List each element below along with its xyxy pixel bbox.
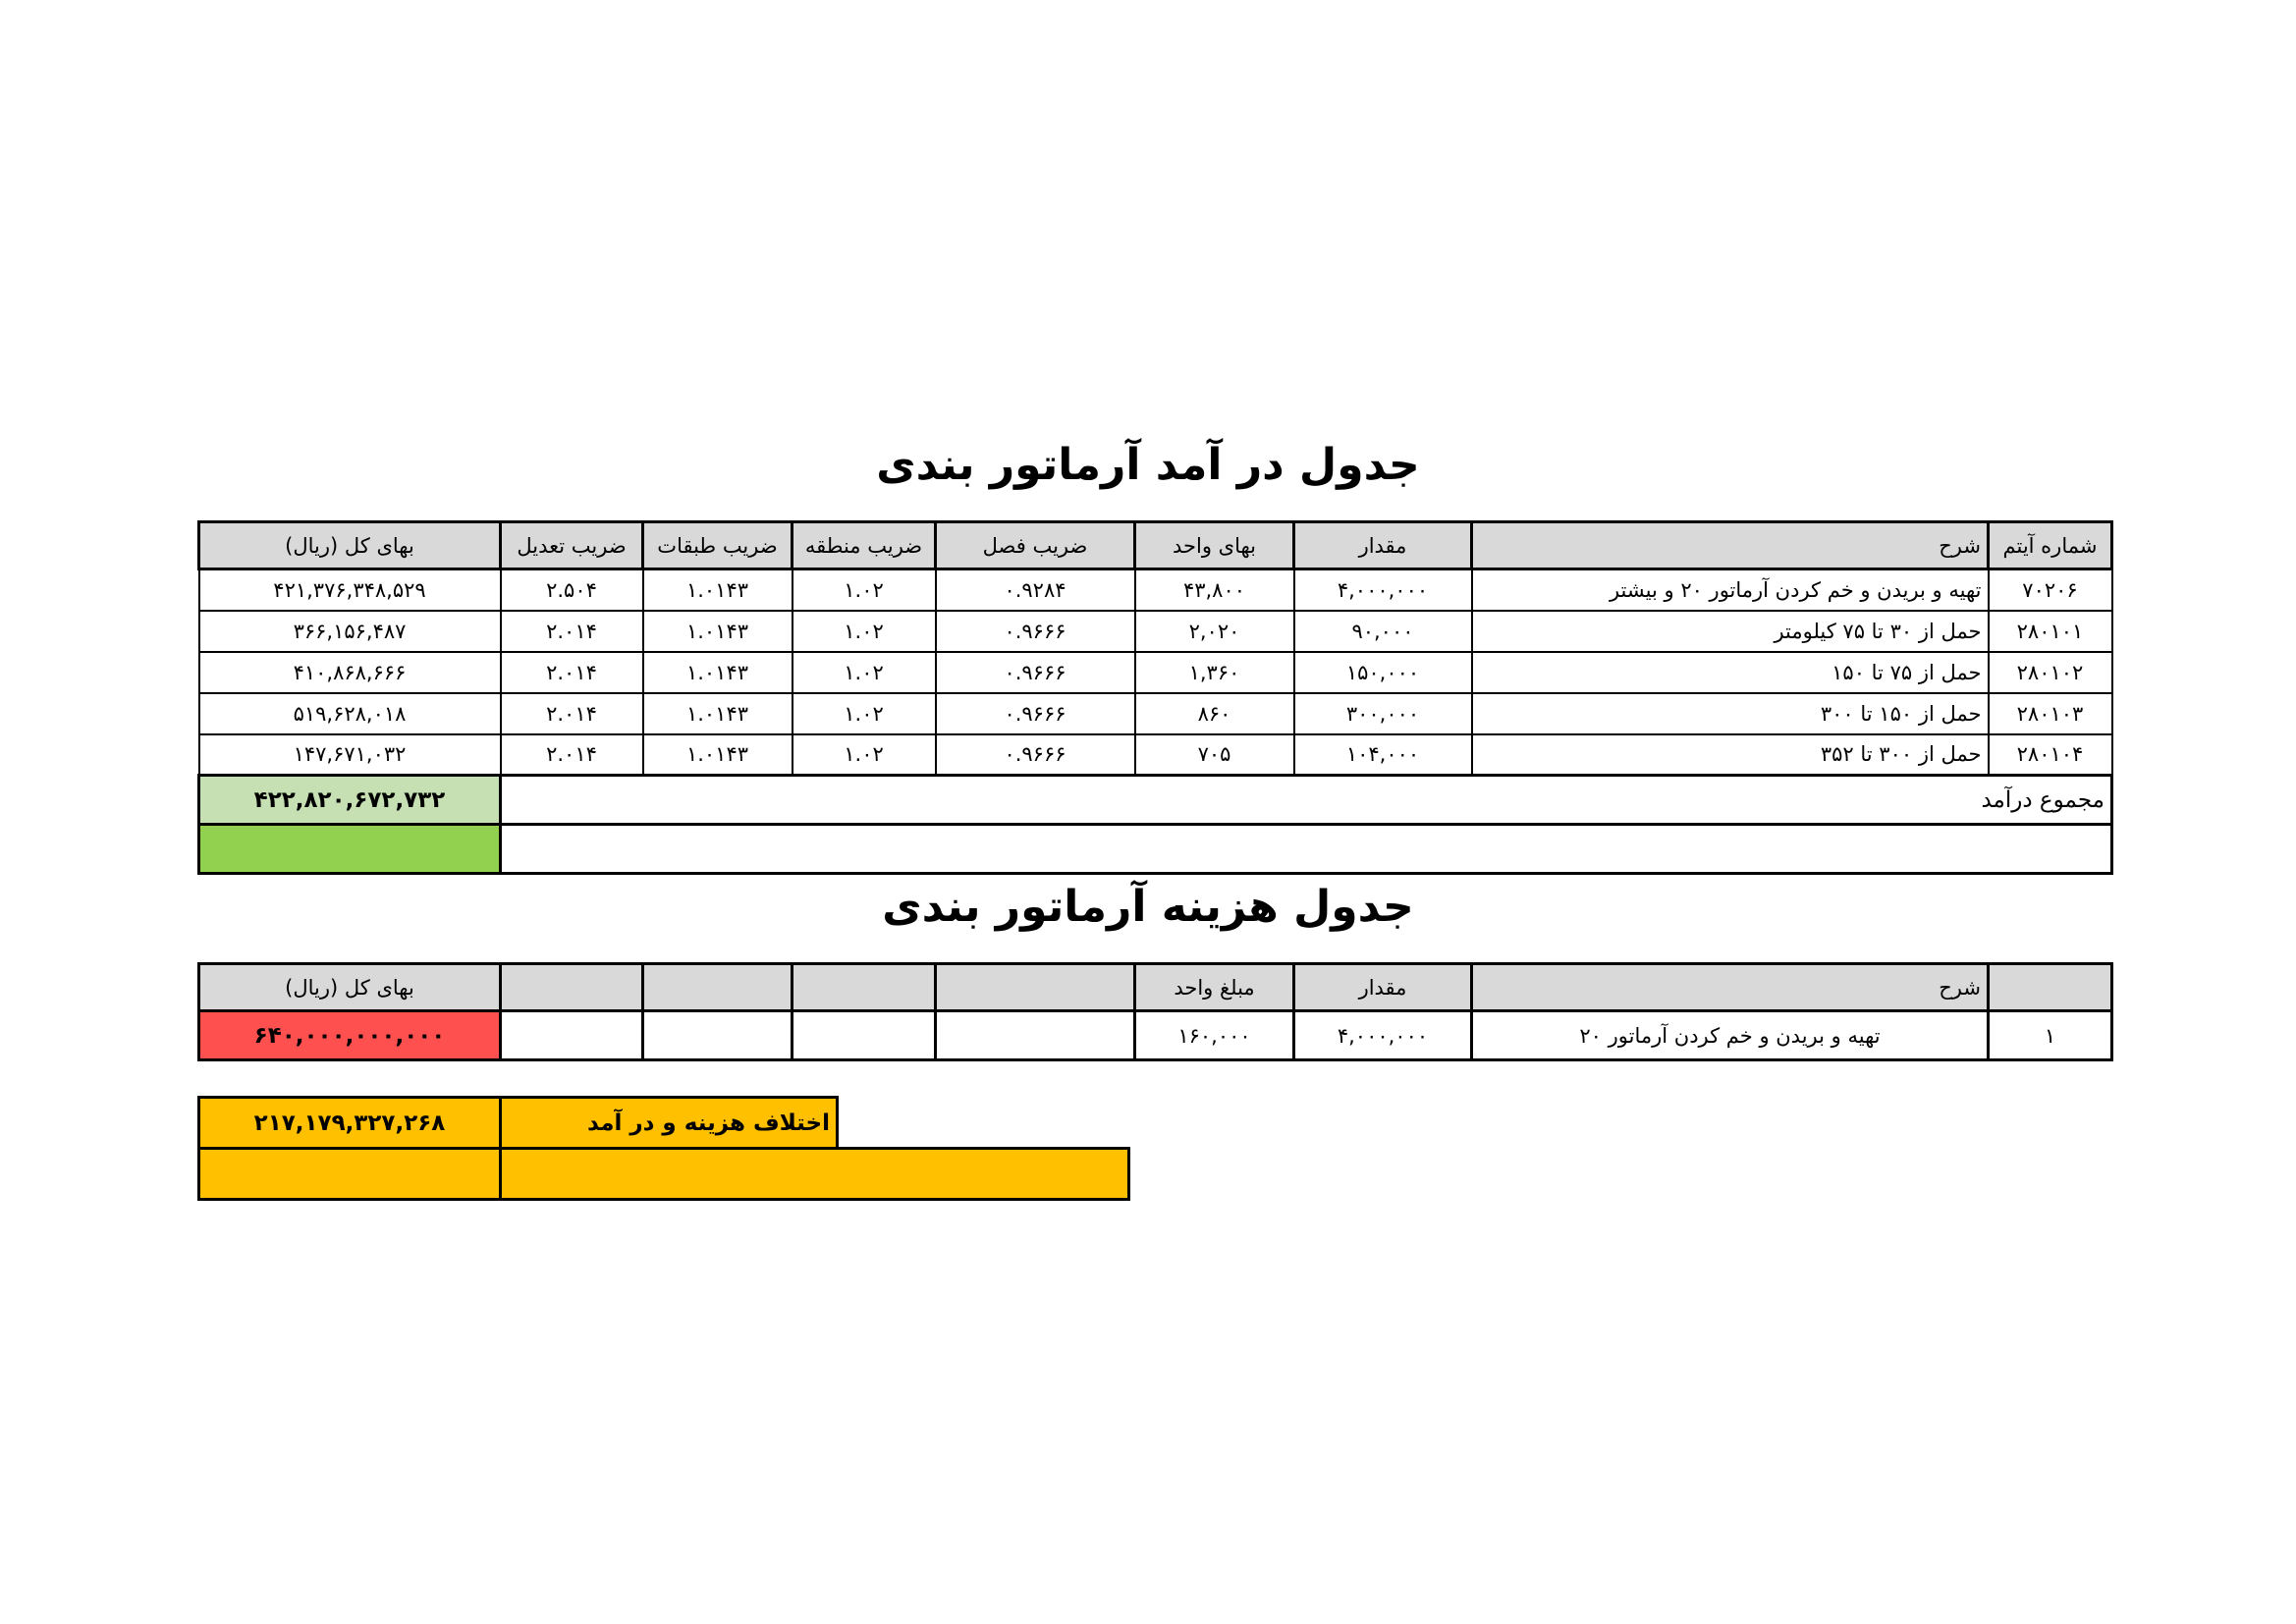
unit-amount-cell: ۱۶۰,۰۰۰ xyxy=(1135,1011,1294,1060)
floor-factor-cell: ۱.۰۱۴۳ xyxy=(643,569,793,611)
floor-factor-cell: ۱.۰۱۴۳ xyxy=(643,652,793,693)
difference-row xyxy=(199,1098,1129,1149)
unit-price-cell: ۴۳,۸۰۰ xyxy=(1135,569,1294,611)
income-table xyxy=(197,520,2113,875)
header-quantity: مقدار xyxy=(1294,522,1472,569)
season-factor-cell: ۰.۹۶۶۶ xyxy=(936,611,1135,652)
total-price-cell: ۱۴۷,۶۷۱,۰۳۲ xyxy=(199,734,501,776)
region-factor-cell: ۱.۰۲ xyxy=(793,652,936,693)
item-no-cell: ۱ xyxy=(1989,1011,2112,1060)
quantity-cell: ۴,۰۰۰,۰۰۰ xyxy=(1294,569,1472,611)
adjust-factor-cell: ۲.۰۱۴ xyxy=(501,734,643,776)
income-header-row xyxy=(199,522,2112,569)
description-cell: حمل از ۱۵۰ تا ۳۰۰ xyxy=(1472,693,1989,734)
header-empty xyxy=(793,964,936,1011)
income-table-title: جدول در آمد آرماتور بندی xyxy=(876,440,1420,490)
floor-factor-cell: ۱.۰۱۴۳ xyxy=(643,611,793,652)
item-no-cell: ۷۰۲۰۶ xyxy=(1989,569,2112,611)
item-no-cell: ۲۸۰۱۰۱ xyxy=(1989,611,2112,652)
empty-cell xyxy=(501,825,2112,874)
quantity-cell: ۴,۰۰۰,۰۰۰ xyxy=(1294,1011,1472,1060)
header-unit-amount: مبلغ واحد xyxy=(1135,964,1294,1011)
total-price-cell: ۴۱۰,۸۶۸,۶۶۶ xyxy=(199,652,501,693)
season-factor-cell: ۰.۹۲۸۴ xyxy=(936,569,1135,611)
amber-empty-cell xyxy=(199,1149,501,1200)
amber-empty-cell xyxy=(501,1149,1129,1200)
income-sum-row xyxy=(199,776,2112,825)
description-cell: حمل از ۷۵ تا ۱۵۰ xyxy=(1472,652,1989,693)
quantity-cell: ۹۰,۰۰۰ xyxy=(1294,611,1472,652)
adjust-factor-cell: ۲.۰۱۴ xyxy=(501,611,643,652)
table-row xyxy=(199,734,2112,776)
description-cell: حمل از ۳۰ تا ۷۵ کیلومتر xyxy=(1472,611,1989,652)
region-factor-cell: ۱.۰۲ xyxy=(793,569,936,611)
unit-price-cell: ۱,۳۶۰ xyxy=(1135,652,1294,693)
header-season-factor: ضریب فصل xyxy=(936,522,1135,569)
unit-price-cell: ۲,۰۲۰ xyxy=(1135,611,1294,652)
floor-factor-cell: ۱.۰۱۴۳ xyxy=(643,734,793,776)
header-empty xyxy=(643,964,793,1011)
season-factor-cell: ۰.۹۶۶۶ xyxy=(936,693,1135,734)
unit-price-cell: ۷۰۵ xyxy=(1135,734,1294,776)
total-price-cell: ۵۱۹,۶۲۸,۰۱۸ xyxy=(199,693,501,734)
empty-cell xyxy=(501,1011,643,1060)
item-no-cell: ۲۸۰۱۰۴ xyxy=(1989,734,2112,776)
total-price-cell: ۴۲۱,۳۷۶,۳۴۸,۵۲۹ xyxy=(199,569,501,611)
header-region-factor: ضریب منطقه xyxy=(793,522,936,569)
quantity-cell: ۳۰۰,۰۰۰ xyxy=(1294,693,1472,734)
item-no-cell: ۲۸۰۱۰۳ xyxy=(1989,693,2112,734)
table-row xyxy=(199,611,2112,652)
cost-table xyxy=(197,962,2113,1061)
header-empty xyxy=(501,964,643,1011)
cost-total-cell: ۶۴۰,۰۰۰,۰۰۰,۰۰۰ xyxy=(199,1011,501,1060)
header-description: شرح xyxy=(1472,964,1989,1011)
cost-table-title: جدول هزینه آرماتور بندی xyxy=(882,882,1414,932)
income-sum-value: ۴۲۲,۸۲۰,۶۷۲,۷۳۲ xyxy=(199,776,501,825)
header-total-price: بهای کل (ریال) xyxy=(199,964,501,1011)
unit-price-cell: ۸۶۰ xyxy=(1135,693,1294,734)
quantity-cell: ۱۰۴,۰۰۰ xyxy=(1294,734,1472,776)
quantity-cell: ۱۵۰,۰۰۰ xyxy=(1294,652,1472,693)
total-price-cell: ۳۶۶,۱۵۶,۴۸۷ xyxy=(199,611,501,652)
description-cell: حمل از ۳۰۰ تا ۳۵۲ xyxy=(1472,734,1989,776)
table-row xyxy=(199,652,2112,693)
description-cell: تهیه و بریدن و خم کردن آرماتور ۲۰ xyxy=(1472,1011,1989,1060)
description-cell: تهیه و بریدن و خم کردن آرماتور ۲۰ و بیشتر xyxy=(1472,569,1989,611)
empty-cell xyxy=(793,1011,936,1060)
header-empty xyxy=(936,964,1135,1011)
income-sum-label: مجموع درآمد xyxy=(501,776,2112,825)
season-factor-cell: ۰.۹۶۶۶ xyxy=(936,652,1135,693)
region-factor-cell: ۱.۰۲ xyxy=(793,734,936,776)
difference-table xyxy=(197,1096,1130,1201)
adjust-factor-cell: ۲.۰۱۴ xyxy=(501,652,643,693)
empty-space xyxy=(987,1098,1129,1149)
cost-header-row xyxy=(199,964,2112,1011)
difference-empty-row xyxy=(199,1149,1129,1200)
green-cell xyxy=(199,825,501,874)
income-empty-row xyxy=(199,825,2112,874)
floor-factor-cell: ۱.۰۱۴۳ xyxy=(643,693,793,734)
item-no-cell: ۲۸۰۱۰۲ xyxy=(1989,652,2112,693)
empty-cell xyxy=(643,1011,793,1060)
difference-label: اختلاف هزینه و در آمد xyxy=(501,1098,838,1149)
header-adjust-factor: ضریب تعدیل xyxy=(501,522,643,569)
header-total-price: بهای کل (ریال) xyxy=(199,522,501,569)
empty-space xyxy=(838,1098,987,1149)
table-row xyxy=(199,1011,2112,1060)
header-item-no: شماره آیتم xyxy=(1989,522,2112,569)
region-factor-cell: ۱.۰۲ xyxy=(793,693,936,734)
header-description: شرح xyxy=(1472,522,1989,569)
header-floor-factor: ضریب طبقات xyxy=(643,522,793,569)
table-row xyxy=(199,569,2112,611)
season-factor-cell: ۰.۹۶۶۶ xyxy=(936,734,1135,776)
table-row xyxy=(199,693,2112,734)
header-item-no xyxy=(1989,964,2112,1011)
header-quantity: مقدار xyxy=(1294,964,1472,1011)
adjust-factor-cell: ۲.۵۰۴ xyxy=(501,569,643,611)
region-factor-cell: ۱.۰۲ xyxy=(793,611,936,652)
header-unit-price: بهای واحد xyxy=(1135,522,1294,569)
adjust-factor-cell: ۲.۰۱۴ xyxy=(501,693,643,734)
empty-cell xyxy=(936,1011,1135,1060)
difference-value: ۲۱۷,۱۷۹,۳۲۷,۲۶۸ xyxy=(199,1098,501,1149)
